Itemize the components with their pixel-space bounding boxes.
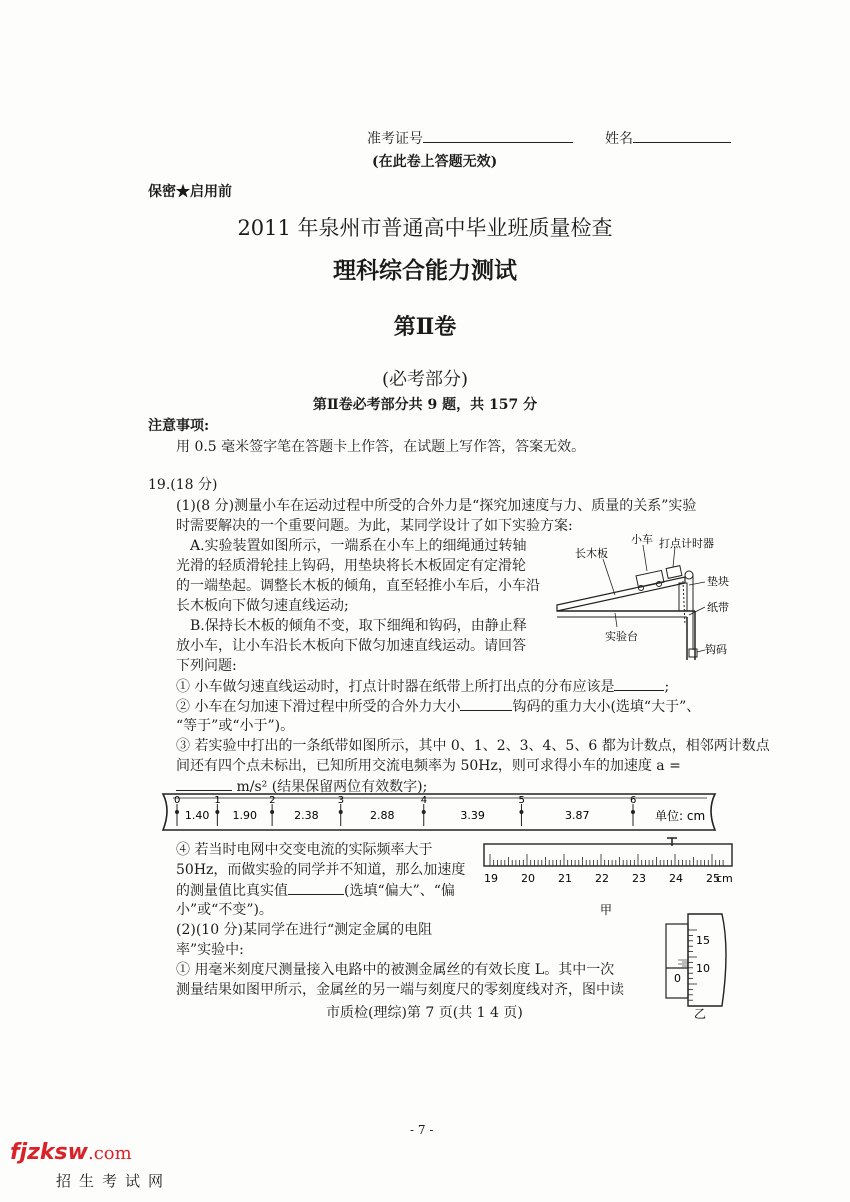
q19-a-line: A.实验装置如图所示，一端系在小车上的细绳通过转轴 bbox=[190, 538, 527, 554]
q19-q4-line4: 小”或“不变”)。 bbox=[176, 902, 273, 918]
footer-page: 市质检(理综)第 7 页(共 1 4 页) bbox=[326, 1005, 523, 1021]
q19-p2q1-line2: 测量结果如图甲所示，金属丝的另一端与刻度尺的零刻度线对齐，图中读 bbox=[176, 982, 624, 998]
q4-text-b: (选填“偏大”、“偏 bbox=[344, 883, 455, 899]
tape-distance: 3.39 bbox=[460, 809, 485, 822]
logo-cn: 招生考试网 bbox=[56, 1172, 172, 1190]
volume-title: 第Ⅱ卷 bbox=[393, 314, 457, 340]
label-block: 垫块 bbox=[707, 575, 729, 588]
weight-shape bbox=[689, 649, 697, 657]
summary-line: 第Ⅱ卷必考部分共 9 题，共 157 分 bbox=[312, 397, 538, 413]
car-shape bbox=[636, 570, 664, 587]
q19-q3-line2: 间还有四个点未标出，已知所用交流电频率为 50Hz，则可求得小车的加速度 a = bbox=[176, 758, 681, 774]
ruler-unit: cm bbox=[716, 872, 733, 885]
q19-part1-line2: 时需要解决的一个重要问题。为此，某同学设计了如下实验方案: bbox=[176, 518, 573, 534]
q19-q3-line1: ③ 若实验中打出的一条纸带如图所示，其中 0、1、2、3、4、5、6 都为计数点，相邻两计数点 bbox=[176, 738, 770, 754]
label-car: 小车 bbox=[631, 533, 653, 546]
q1-blank bbox=[614, 676, 664, 691]
block-shape bbox=[679, 583, 687, 611]
leader-line bbox=[643, 545, 647, 571]
label-weight: 钩码 bbox=[705, 643, 727, 656]
leader-line bbox=[603, 559, 615, 595]
q19-q4-line3 bbox=[176, 880, 455, 901]
tape-point-label: 5 bbox=[518, 795, 525, 806]
q2-blank bbox=[460, 696, 512, 711]
q1-end: ; bbox=[664, 679, 670, 695]
logo-site: fjzksw bbox=[10, 1140, 88, 1165]
tape-point-label: 6 bbox=[630, 795, 637, 806]
pulley-icon bbox=[685, 571, 693, 579]
ruler-label: 25 bbox=[706, 872, 720, 885]
ruler-label: 22 bbox=[595, 872, 609, 885]
admission-label: 准考证号 bbox=[367, 131, 423, 147]
main-title: 2011 年泉州市普通高中毕业班质量检查 bbox=[237, 216, 613, 240]
ruler-label: 20 bbox=[521, 872, 535, 885]
q1-text: ① 小车做匀速直线运动时，打点计时器在纸带上所打出点的分布应该是 bbox=[176, 679, 615, 695]
label-tape: 纸带 bbox=[707, 601, 729, 614]
tape-point-label: 4 bbox=[420, 795, 428, 806]
micrometer-sleeve bbox=[666, 924, 688, 998]
q3-blank bbox=[176, 776, 232, 791]
ruler-label: 23 bbox=[632, 872, 646, 885]
footer-page-num: - 7 - bbox=[410, 1123, 434, 1137]
apparatus-diagram bbox=[555, 525, 735, 665]
name-blank bbox=[633, 128, 731, 143]
q19-p2q1-line1: ① 用毫米刻度尺测量接入电路中的被测金属丝的有效长度 L。其中一次 bbox=[176, 962, 615, 978]
q19-q4-line: 50Hz，而做实验的同学并不知道，那么加速度 bbox=[176, 862, 466, 878]
q19-a-line: 光滑的轻质滑轮挂上钩码，用垫块将长木板固定有定滑轮 bbox=[176, 558, 526, 574]
q19-part2-line: 率”实验中: bbox=[176, 942, 244, 958]
q19-q2-line2: “等于”或“小于”)。 bbox=[176, 718, 295, 734]
micrometer-zero: 0 bbox=[674, 972, 681, 985]
tape-distance: 1.40 bbox=[184, 809, 210, 822]
micrometer-thimble bbox=[688, 914, 726, 1006]
required-title: (必考部分) bbox=[381, 369, 469, 390]
label-table: 实验台 bbox=[605, 630, 638, 643]
q19-part1-line1: (1)(8 分)测量小车在运动过程中所受的合外力是“探究加速度与力、质量的关系”实验 bbox=[176, 498, 697, 514]
q19-b-line: 下列问题: bbox=[176, 658, 237, 674]
q19-part2-line: (2)(10 分)某同学在进行“测定金属的电阻 bbox=[176, 922, 433, 938]
leader-line bbox=[697, 650, 705, 652]
sub-title: 理科综合能力测试 bbox=[333, 257, 517, 284]
ruler-diagram bbox=[482, 836, 742, 916]
logo-dotcom: .com bbox=[87, 1143, 132, 1164]
leader-line bbox=[615, 613, 617, 627]
label-timer: 打点计时器 bbox=[659, 537, 714, 550]
q4-text-a: 的测量值比真实值 bbox=[176, 883, 288, 899]
admission-blank bbox=[423, 128, 573, 143]
q2-text-b: 钩码的重力大小(选填“大于”、 bbox=[512, 699, 701, 715]
tape-point-label: 2 bbox=[269, 795, 276, 806]
q4-blank bbox=[288, 880, 344, 895]
ruler-label: 21 bbox=[558, 872, 572, 885]
tape-point-label: 0 bbox=[174, 795, 181, 806]
admission-number-field bbox=[367, 128, 573, 149]
ruler-label: 24 bbox=[669, 872, 683, 885]
q19-b-line: B.保持长木板的倾角不变，取下细绳和钩码，由静止释 bbox=[190, 618, 527, 634]
name-field bbox=[605, 128, 731, 149]
micrometer-caption: 乙 bbox=[694, 1007, 707, 1020]
leader-line bbox=[689, 582, 705, 585]
q19-b-line: 放小车，让小车沿长木板向下做匀加速直线运动。请回答 bbox=[176, 638, 526, 654]
micrometer-label: 10 bbox=[696, 962, 710, 975]
name-label: 姓名 bbox=[605, 131, 633, 147]
label-board: 长木板 bbox=[575, 547, 608, 560]
ruler-label: 19 bbox=[484, 872, 498, 885]
tape-distance: 2.38 bbox=[294, 809, 319, 822]
q19-a-line: 长木板向下做匀速直线运动; bbox=[176, 598, 349, 614]
invalid-note: (在此卷上答题无效) bbox=[372, 154, 498, 170]
tape-unit: 单位: cm bbox=[655, 809, 706, 823]
tape-distance: 3.87 bbox=[564, 809, 590, 822]
micrometer-label: 15 bbox=[696, 934, 710, 947]
q19-q1 bbox=[176, 676, 669, 697]
q19-q2 bbox=[176, 696, 700, 717]
q19-q4-line: ④ 若当时电网中交变电流的实际频率大于 bbox=[176, 842, 433, 858]
q19-a-line: 的一端垫起。调整长木板的倾角，直至轻推小车后，小车沿 bbox=[176, 578, 540, 594]
tape-distance: 1.90 bbox=[232, 809, 257, 822]
paper-tape bbox=[155, 790, 720, 836]
timer-shape bbox=[666, 566, 682, 579]
q3-text: m/s² (结果保留两位有效数字); bbox=[236, 779, 428, 795]
ruler-caption: 甲 bbox=[600, 903, 613, 916]
tape-line bbox=[683, 581, 685, 625]
notice-title: 注意事项: bbox=[148, 418, 210, 434]
board-shape bbox=[557, 577, 685, 611]
tape-distance: 2.88 bbox=[369, 809, 395, 822]
q2-text-a: ② 小车在匀加速下滑过程中所受的合外力大小 bbox=[176, 699, 461, 715]
leader-line bbox=[673, 547, 675, 567]
micrometer-diagram bbox=[660, 910, 740, 1020]
tape-point-label: 3 bbox=[337, 795, 345, 806]
secret-mark: 保密★启用前 bbox=[148, 184, 232, 200]
q19-head: 19.(18 分) bbox=[148, 477, 218, 493]
notice-body: 用 0.5 毫米签字笔在答题卡上作答，在试题上写作答，答案无效。 bbox=[176, 439, 586, 455]
watermark-logo bbox=[10, 1140, 132, 1165]
tape-point-label: 1 bbox=[214, 795, 221, 806]
